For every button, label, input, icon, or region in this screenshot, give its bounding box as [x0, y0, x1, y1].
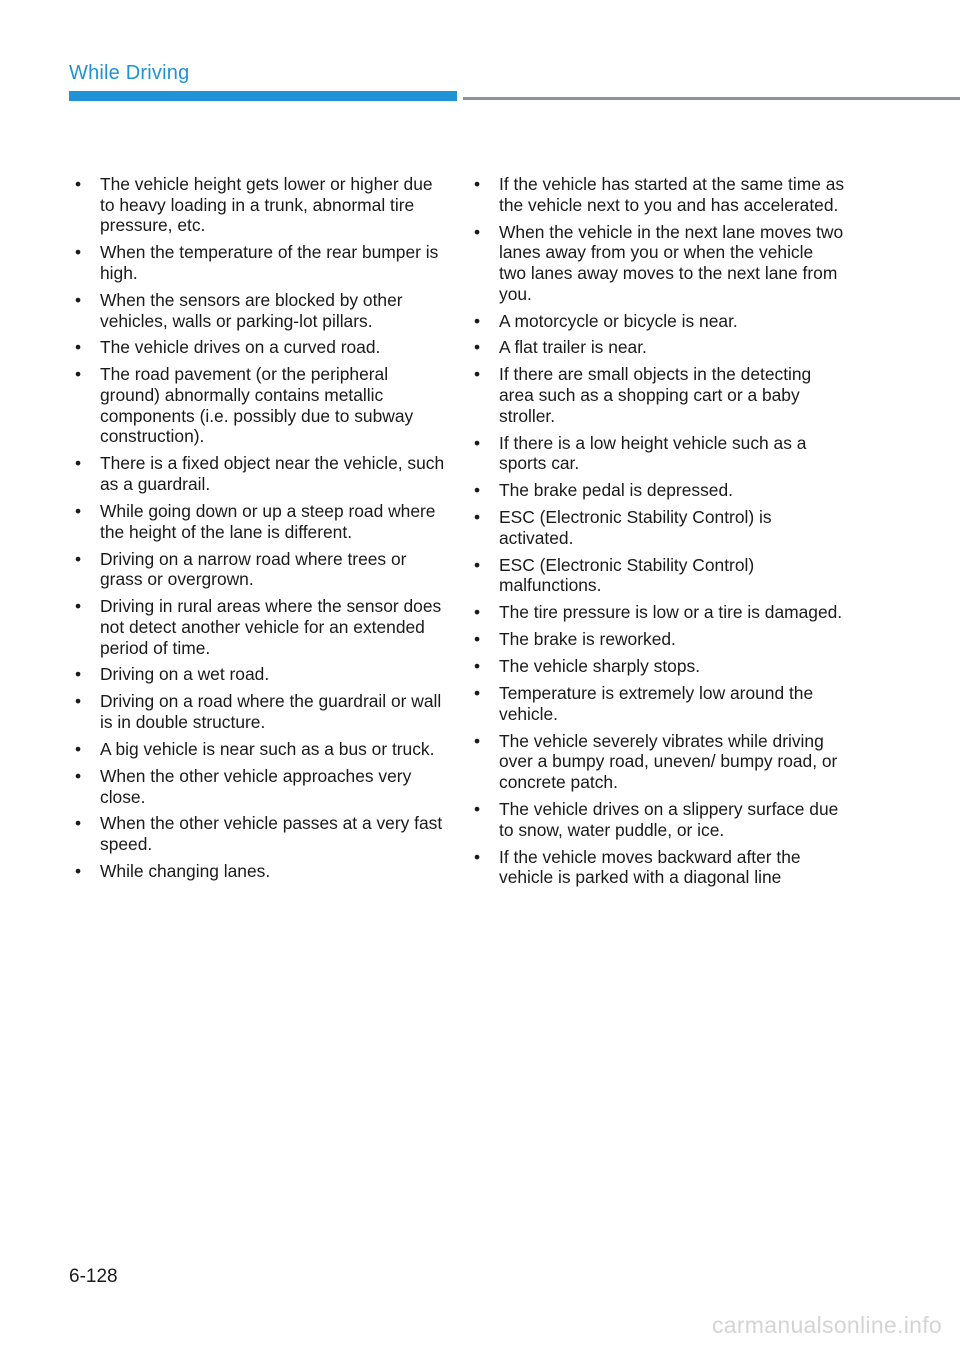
list-item — [74, 549, 446, 590]
list-item — [473, 311, 845, 332]
bullet-icon: • — [474, 846, 481, 867]
list-item-text: ESC (Electronic Stability Control) is activated. — [499, 507, 772, 548]
list-item — [74, 364, 446, 447]
bullet-icon: • — [75, 691, 82, 712]
list-item-text: A big vehicle is near such as a bus or truck. — [100, 738, 435, 759]
section-title: While Driving — [69, 62, 190, 84]
list-item-text: While changing lanes. — [100, 861, 271, 882]
list-item-text: If there are small objects in the detecting area such as a shopping cart or a baby stroller. — [499, 364, 812, 426]
list-item-text: Driving on a narrow road where trees or grass or overgrown. — [100, 548, 407, 590]
bullet-icon: • — [474, 730, 481, 751]
list-item — [74, 664, 446, 685]
bullet-icon: • — [474, 554, 481, 575]
bullet-icon: • — [75, 337, 82, 358]
list-item-text: A motorcycle or bicycle is near. — [499, 310, 738, 331]
list-item — [473, 433, 845, 474]
list-item-text: Driving on a road where the guardrail or wall is in double structure. — [100, 691, 442, 733]
bullet-icon: • — [474, 683, 481, 704]
list-item-text: The vehicle drives on a curved road. — [100, 337, 381, 358]
list-item — [74, 596, 446, 658]
list-item-text: When the other vehicle approaches very close. — [100, 765, 412, 807]
list-item — [473, 629, 845, 650]
list-item — [473, 602, 845, 623]
bullet-icon: • — [474, 364, 481, 385]
list-item-text: The vehicle sharply stops. — [499, 656, 701, 677]
bullet-icon: • — [474, 602, 481, 623]
bullet-icon: • — [75, 738, 82, 759]
list-item-text: The brake pedal is depressed. — [499, 480, 733, 501]
list-item-text: If the vehicle has started at the same time as the vehicle next to you and has accelerated. — [499, 174, 845, 215]
list-item — [74, 290, 446, 331]
bullet-icon: • — [75, 861, 82, 882]
list-item-text: When the temperature of the rear bumper is high. — [100, 242, 439, 283]
list-item — [74, 766, 446, 807]
bullet-icon: • — [75, 364, 82, 385]
list-item — [473, 683, 845, 724]
list-item — [473, 480, 845, 501]
list-item — [74, 861, 446, 882]
bullet-icon: • — [75, 289, 82, 310]
list-item — [74, 691, 446, 732]
list-item-text: The vehicle drives on a slippery surface due to snow, water puddle, or ice. — [499, 798, 839, 840]
list-item-text: If there is a low height vehicle such as a sports car. — [499, 432, 807, 474]
list-item-text: The tire pressure is low or a tire is damaged. — [499, 602, 843, 623]
list-item-text: If the vehicle moves backward after the vehicle is parked with a diagonal line — [499, 846, 801, 888]
list-item-text: When the vehicle in the next lane moves two lanes away from you or when the vehicle two lanes away moves to the next lane from you. — [499, 221, 844, 304]
bullet-icon: • — [75, 500, 82, 521]
list-item — [473, 174, 845, 215]
bullet-icon: • — [474, 174, 481, 194]
list-item-text: A flat trailer is near. — [499, 337, 647, 358]
list-item — [74, 501, 446, 542]
page-number: 6-128 — [69, 1266, 118, 1287]
bullet-icon: • — [474, 310, 481, 331]
list-item — [473, 337, 845, 358]
bullet-icon: • — [75, 596, 82, 617]
list-item — [74, 242, 446, 283]
bullet-icon: • — [474, 221, 481, 242]
list-item-text: The brake is reworked. — [499, 629, 676, 650]
left-bullet-list — [74, 174, 446, 888]
bullet-icon: • — [75, 242, 82, 263]
list-item — [473, 364, 845, 426]
watermark: carmanualsonline.info — [711, 1312, 942, 1338]
bullet-icon: • — [75, 548, 82, 569]
list-item-text: There is a fixed object near the vehicle, such as a guardrail. — [100, 453, 445, 495]
list-item-text: ESC (Electronic Stability Control) malfunctions. — [499, 554, 755, 596]
bullet-icon: • — [75, 174, 82, 194]
list-item — [74, 174, 446, 236]
bullet-icon: • — [474, 480, 481, 501]
list-item-text: While going down or up a steep road where the height of the lane is different. — [100, 500, 436, 542]
bullet-icon: • — [75, 664, 82, 685]
list-item — [74, 813, 446, 854]
bullet-icon: • — [75, 765, 82, 786]
list-item — [473, 847, 845, 888]
list-item — [473, 799, 845, 840]
bullet-icon: • — [474, 432, 481, 453]
list-item-text: The vehicle severely vibrates while driving over a bumpy road, uneven/ bumpy road, or concrete patch. — [499, 730, 838, 793]
bullet-icon: • — [75, 453, 82, 474]
list-item — [473, 507, 845, 548]
bullet-icon: • — [474, 337, 481, 358]
list-item — [473, 731, 845, 793]
bullet-icon: • — [474, 656, 481, 677]
list-item-text: When the sensors are blocked by other vehicles, walls or parking-lot pillars. — [100, 289, 403, 331]
list-item-text: The vehicle height gets lower or higher due to heavy loading in a trunk, abnormal tire pressure, etc. — [100, 174, 433, 236]
list-item — [473, 555, 845, 596]
list-item-text: Driving on a wet road. — [100, 664, 270, 685]
list-item-text: When the other vehicle passes at a very fast speed. — [100, 813, 443, 855]
list-item — [473, 656, 845, 677]
bullet-icon: • — [474, 507, 481, 528]
list-item-text: Temperature is extremely low around the vehicle. — [499, 683, 814, 724]
list-item — [74, 739, 446, 760]
header-accent-bar — [69, 91, 457, 101]
list-item — [74, 337, 446, 358]
bullet-icon: • — [474, 798, 481, 819]
list-item — [473, 222, 845, 305]
list-item-text: The road pavement (or the peripheral ground) abnormally contains metallic components (i.e. possibly due to subway construction). — [100, 364, 414, 447]
right-bullet-list — [473, 174, 845, 894]
list-item-text: Driving in rural areas where the sensor does not detect another vehicle for an extended period of time. — [100, 596, 442, 658]
bullet-icon: • — [75, 813, 82, 834]
header-rule — [463, 97, 960, 100]
list-item — [74, 453, 446, 494]
bullet-icon: • — [474, 629, 481, 650]
